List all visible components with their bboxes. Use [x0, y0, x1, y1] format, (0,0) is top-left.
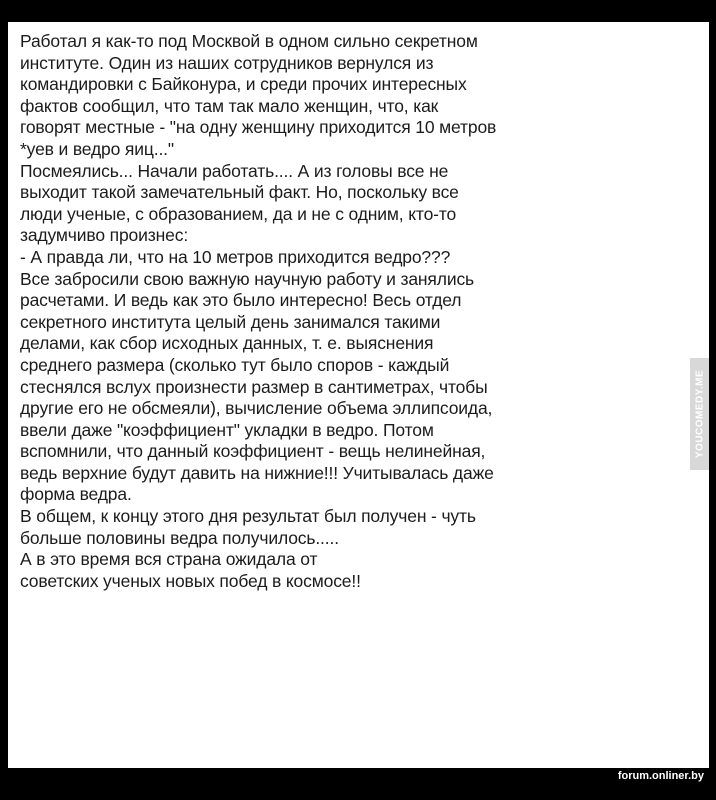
story-line: В общем, к концу этого дня результат был получен - чуть: [20, 506, 476, 527]
story-line: ведь верхние будут давить на нижние!!! Учитывалась даже: [20, 462, 494, 483]
watermark: [690, 358, 709, 470]
story-line: *уев и ведро яиц...": [20, 138, 174, 159]
story-line: Работал я как-то под Москвой в одном сильно секретном: [20, 31, 478, 51]
story-line: Все забросили свою важную научную работу и занялись: [20, 268, 475, 289]
story-line: говорят местные - "на одну женщину приходится 10 метров: [20, 117, 497, 138]
story-line: институте. Один из наших сотрудников вернулся из: [20, 52, 434, 73]
story-line: другие его не обсмеяли), вычисление объема эллипсоида,: [20, 398, 493, 419]
story-line: фактов сообщил, что там так мало женщин, что, как: [20, 95, 439, 116]
story-line: больше половины ведра получилось.....: [20, 527, 339, 548]
story-line: секретного института целый день занимался такими: [20, 311, 441, 332]
story-line: Посмеялись... Начали работать.... А из головы все не: [20, 160, 449, 181]
story-line: форма ведра.: [20, 484, 132, 505]
story-line: среднего размера (сколько тут было споров - каждый: [20, 354, 450, 375]
story-line: советских ученых новых побед в космосе!!: [20, 570, 361, 591]
story-line: задумчиво произнес:: [20, 225, 189, 246]
story-line: люди ученые, с образованием, да и не с одним, кто-то: [20, 203, 457, 224]
story-line: стеснялся вслух произнести размер в сантиметрах, чтобы: [20, 376, 488, 397]
footer-bar: [0, 768, 716, 800]
watermark-label: YOUCOMEDY.ME: [694, 369, 706, 459]
story-line: вспомнили, что данный коэффициент - вещь нелинейная,: [20, 441, 486, 462]
story-line: А в это время вся страна ожидала от: [20, 549, 318, 570]
story-line: - А правда ли, что на 10 метров приходится ведро???: [20, 246, 451, 267]
story-text: [20, 31, 692, 592]
story-line: командировки с Байконура, и среди прочих интересных: [20, 74, 467, 95]
story-line: ввели даже "коэффициент" укладки в ведро. Потом: [20, 419, 434, 440]
story-line: делами, как сбор исходных данных, т. е. выяснения: [20, 333, 434, 354]
source-label: forum.onliner.by: [617, 770, 704, 782]
story-line: расчетами. И ведь как это было интересно! Весь отдел: [20, 290, 462, 311]
story-line: выходит такой замечательный факт. Но, поскольку все: [20, 182, 459, 203]
post-image: [8, 22, 709, 768]
